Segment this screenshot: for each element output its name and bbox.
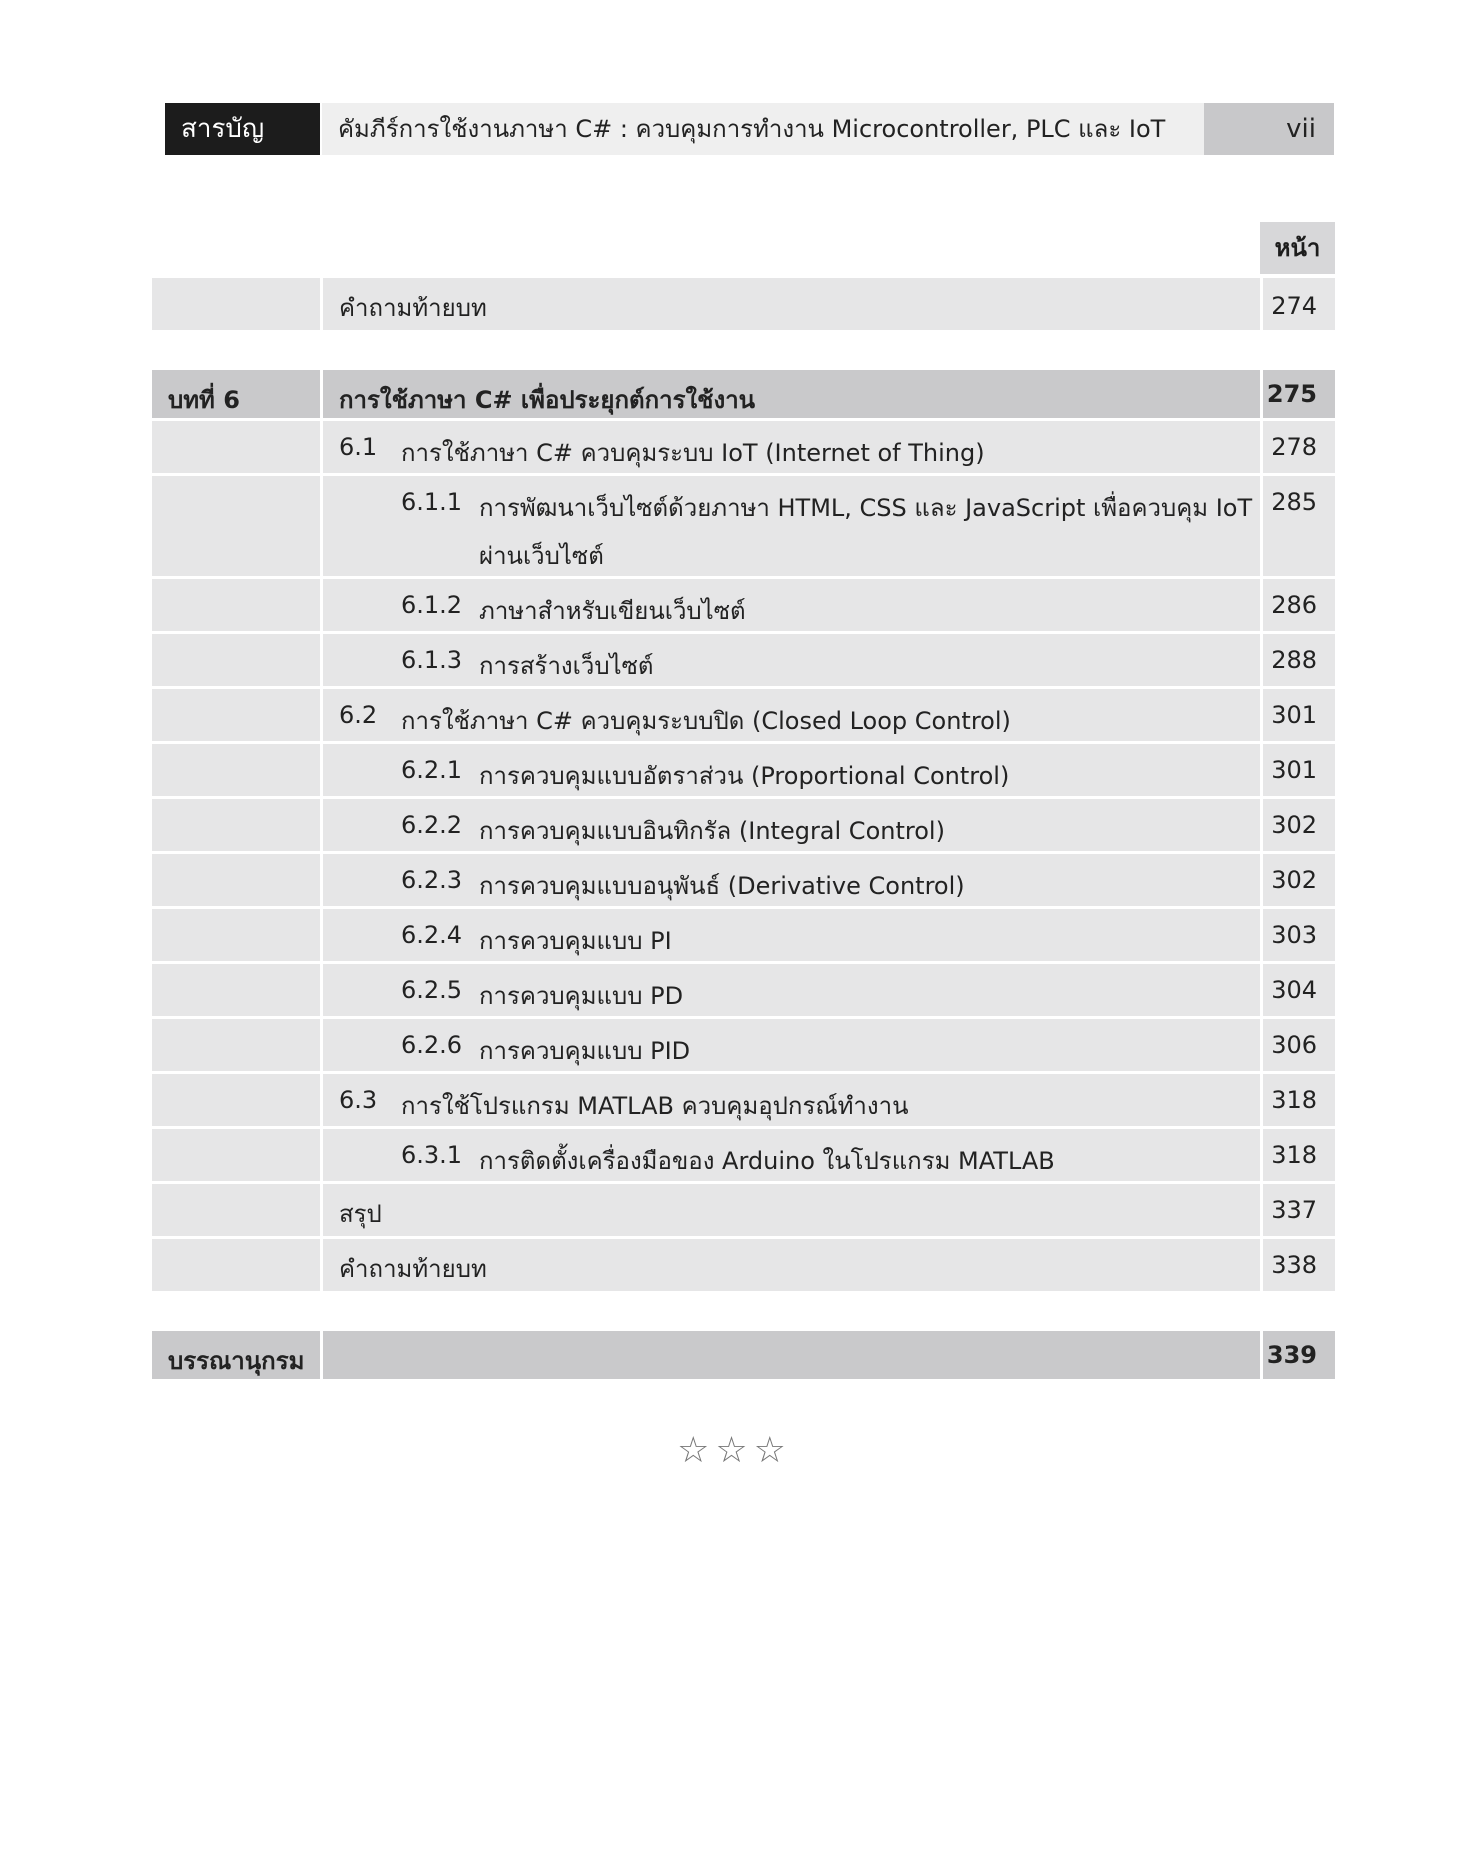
toc-row-6-1[interactable] [152, 421, 1335, 473]
header-page-number: vii [1204, 103, 1334, 155]
toc-entry-page: 302 [1271, 866, 1317, 894]
toc-row-6-2-2[interactable] [152, 799, 1335, 851]
toc-entry-page: 285 [1271, 488, 1317, 516]
toc-row-6-1-3[interactable] [152, 634, 1335, 686]
toc-row-6-3[interactable] [152, 1074, 1335, 1126]
chapter-title: การใช้ภาษา C# เพื่อประยุกต์การใช้งาน [339, 386, 756, 414]
toc-entry-title: การควบคุมแบบ PD [479, 982, 684, 1010]
toc-entry-page: 286 [1271, 591, 1317, 619]
chapter-page: 275 [1266, 380, 1317, 408]
toc-entry-title: การควบคุมแบบ PID [479, 1037, 691, 1065]
toc-entry-number: 6.3 [339, 1086, 378, 1114]
page-column-header: หน้า [1260, 222, 1335, 274]
toc-entry-number: 6.1.3 [401, 646, 463, 674]
toc-entry-title: การใช้โปรแกรม MATLAB ควบคุมอุปกรณ์ทำงาน [401, 1092, 909, 1120]
toc-row-questions[interactable] [152, 1239, 1335, 1291]
toc-entry-page: 302 [1271, 811, 1317, 839]
toc-entry-title: การพัฒนาเว็บไซต์ด้วยภาษา HTML, CSS และ JavaScript เพื่อควบคุม IoT [479, 494, 1253, 522]
toc-entry-page: 303 [1271, 921, 1317, 949]
toc-entry-page: 278 [1271, 433, 1317, 461]
chapter-label: บทที่ 6 [168, 386, 240, 414]
toc-entry-number: 6.2.2 [401, 811, 463, 839]
toc-row-6-2-3[interactable] [152, 854, 1335, 906]
toc-row-6-2-4[interactable] [152, 909, 1335, 961]
header-book-title: คัมภีร์การใช้งานภาษา C# : ควบคุมการทำงาน Microcontroller, PLC และ IoT [322, 103, 1204, 155]
toc-entry-title: การสร้างเว็บไซต์ [479, 652, 654, 680]
toc-row-6-2-5[interactable] [152, 964, 1335, 1016]
toc-entry-number: 6.2.1 [401, 756, 463, 784]
bibliography-page: 339 [1266, 1341, 1317, 1369]
header-section-label: สารบัญ [165, 103, 320, 155]
toc-entry-number: 6.2.5 [401, 976, 463, 1004]
toc-entry-page: 304 [1271, 976, 1317, 1004]
toc-entry-page: 318 [1271, 1086, 1317, 1114]
star-ornament-icon: ☆☆☆ [677, 1430, 792, 1471]
toc-row-6-3-1[interactable] [152, 1129, 1335, 1181]
toc-entry-title: คำถามท้ายบท [339, 1255, 487, 1283]
toc-entry-page: 274 [1271, 292, 1317, 320]
toc-entry-title: การใช้ภาษา C# ควบคุมระบบปิด (Closed Loop Control) [401, 707, 1011, 735]
toc-entry-page: 337 [1271, 1196, 1317, 1224]
toc-row-prev-questions[interactable] [152, 278, 1335, 330]
toc-entry-number: 6.1.2 [401, 591, 463, 619]
toc-entry-number: 6.3.1 [401, 1141, 463, 1169]
toc-entry-number: 6.2.4 [401, 921, 463, 949]
toc-entry-page: 306 [1271, 1031, 1317, 1059]
toc-row-chapter-6[interactable] [152, 370, 1335, 418]
toc-entry-page: 288 [1271, 646, 1317, 674]
toc-entry-page: 338 [1271, 1251, 1317, 1279]
toc-entry-number: 6.1.1 [401, 488, 463, 516]
toc-entry-page: 318 [1271, 1141, 1317, 1169]
toc-entry-number: 6.2.6 [401, 1031, 463, 1059]
toc-row-6-1-2[interactable] [152, 579, 1335, 631]
toc-row-6-1-1[interactable] [152, 476, 1335, 576]
toc-entry-title: การควบคุมแบบอนุพันธ์ (Derivative Control) [479, 872, 965, 900]
toc-row-summary[interactable] [152, 1184, 1335, 1236]
toc-entry-title: การควบคุมแบบ PI [479, 927, 672, 955]
toc-entry-number: 6.1 [339, 433, 378, 461]
toc-entry-title: คำถามท้ายบท [339, 294, 487, 322]
toc-entry-title-continued: ผ่านเว็บไซต์ [479, 542, 604, 570]
toc-entry-number: 6.2.3 [401, 866, 463, 894]
toc-entry-title: การควบคุมแบบอัตราส่วน (Proportional Control) [479, 762, 1010, 790]
toc-row-6-2[interactable] [152, 689, 1335, 741]
toc-row-bibliography[interactable] [152, 1331, 1335, 1379]
toc-entry-title: สรุป [339, 1200, 382, 1228]
bibliography-title: บรรณานุกรม [168, 1347, 305, 1375]
toc-entry-number: 6.2 [339, 701, 378, 729]
toc-entry-page: 301 [1271, 756, 1317, 784]
toc-entry-title: ภาษาสำหรับเขียนเว็บไซต์ [479, 597, 746, 625]
toc-entry-title: การติดตั้งเครื่องมือของ Arduino ในโปรแกรม MATLAB [479, 1147, 1055, 1175]
toc-entry-title: การควบคุมแบบอินทิกรัล (Integral Control) [479, 817, 945, 845]
toc-entry-page: 301 [1271, 701, 1317, 729]
toc-entry-title: การใช้ภาษา C# ควบคุมระบบ IoT (Internet of Thing) [401, 439, 985, 467]
toc-row-6-2-1[interactable] [152, 744, 1335, 796]
toc-row-6-2-6[interactable] [152, 1019, 1335, 1071]
page-header [165, 103, 1334, 155]
